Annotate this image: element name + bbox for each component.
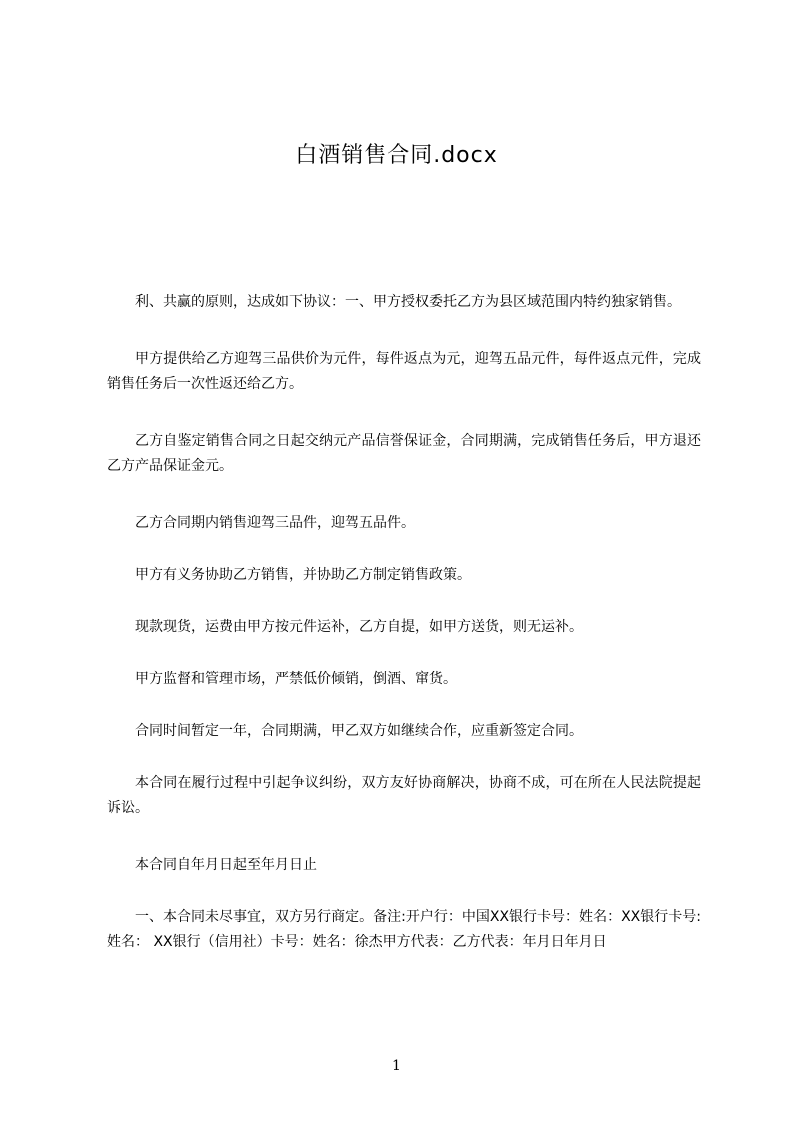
paragraph-1: 利、共赢的原则，达成如下协议：一、甲方授权委托乙方为县区域范围内特约独家销售。 <box>135 294 681 310</box>
paragraph-11: 一、本合同未尽事宜，双方另行商定。备注:开户行：中国XX银行卡号：姓名：XX银行卡号:姓名： XX银行（信用社）卡号：姓名：徐杰甲方代表：乙方代表：年月日年月日 <box>107 909 701 950</box>
document-body <box>107 290 701 955</box>
paragraph-8: 合同时间暂定一年，合同期满，甲乙双方如继续合作，应重新签定合同。 <box>135 723 583 739</box>
paragraph-9: 本合同在履行过程中引起争议纠纷，双方友好协商解决，协商不成，可在所在人民法院提起诉讼。 <box>107 775 701 816</box>
paragraph-5: 甲方有义务协助乙方销售，并协助乙方制定销售政策。 <box>135 567 471 583</box>
paragraph-10: 本合同自年月日起至年月日止 <box>135 857 317 873</box>
paragraph-2: 甲方提供给乙方迎驾三品供价为元件，每件返点为元，迎驾五品元件，每件返点元件，完成销售任务后一次性返还给乙方。 <box>107 351 701 392</box>
paragraph-6: 现款现货，运费由甲方按元件运补，乙方自提，如甲方送货，则无运补。 <box>135 619 583 635</box>
paragraph-4: 乙方合同期内销售迎驾三品件，迎驾五品件。 <box>135 515 415 531</box>
page-number: 1 <box>392 1058 401 1074</box>
document-title: 白酒销售合同.docx <box>295 143 498 168</box>
paragraph-7: 甲方监督和管理市场，严禁低价倾销，倒酒、窜货。 <box>135 671 457 687</box>
paragraph-3: 乙方自鉴定销售合同之日起交纳元产品信誉保证金，合同期满，完成销售任务后，甲方退还乙方产品保证金元。 <box>107 433 701 474</box>
